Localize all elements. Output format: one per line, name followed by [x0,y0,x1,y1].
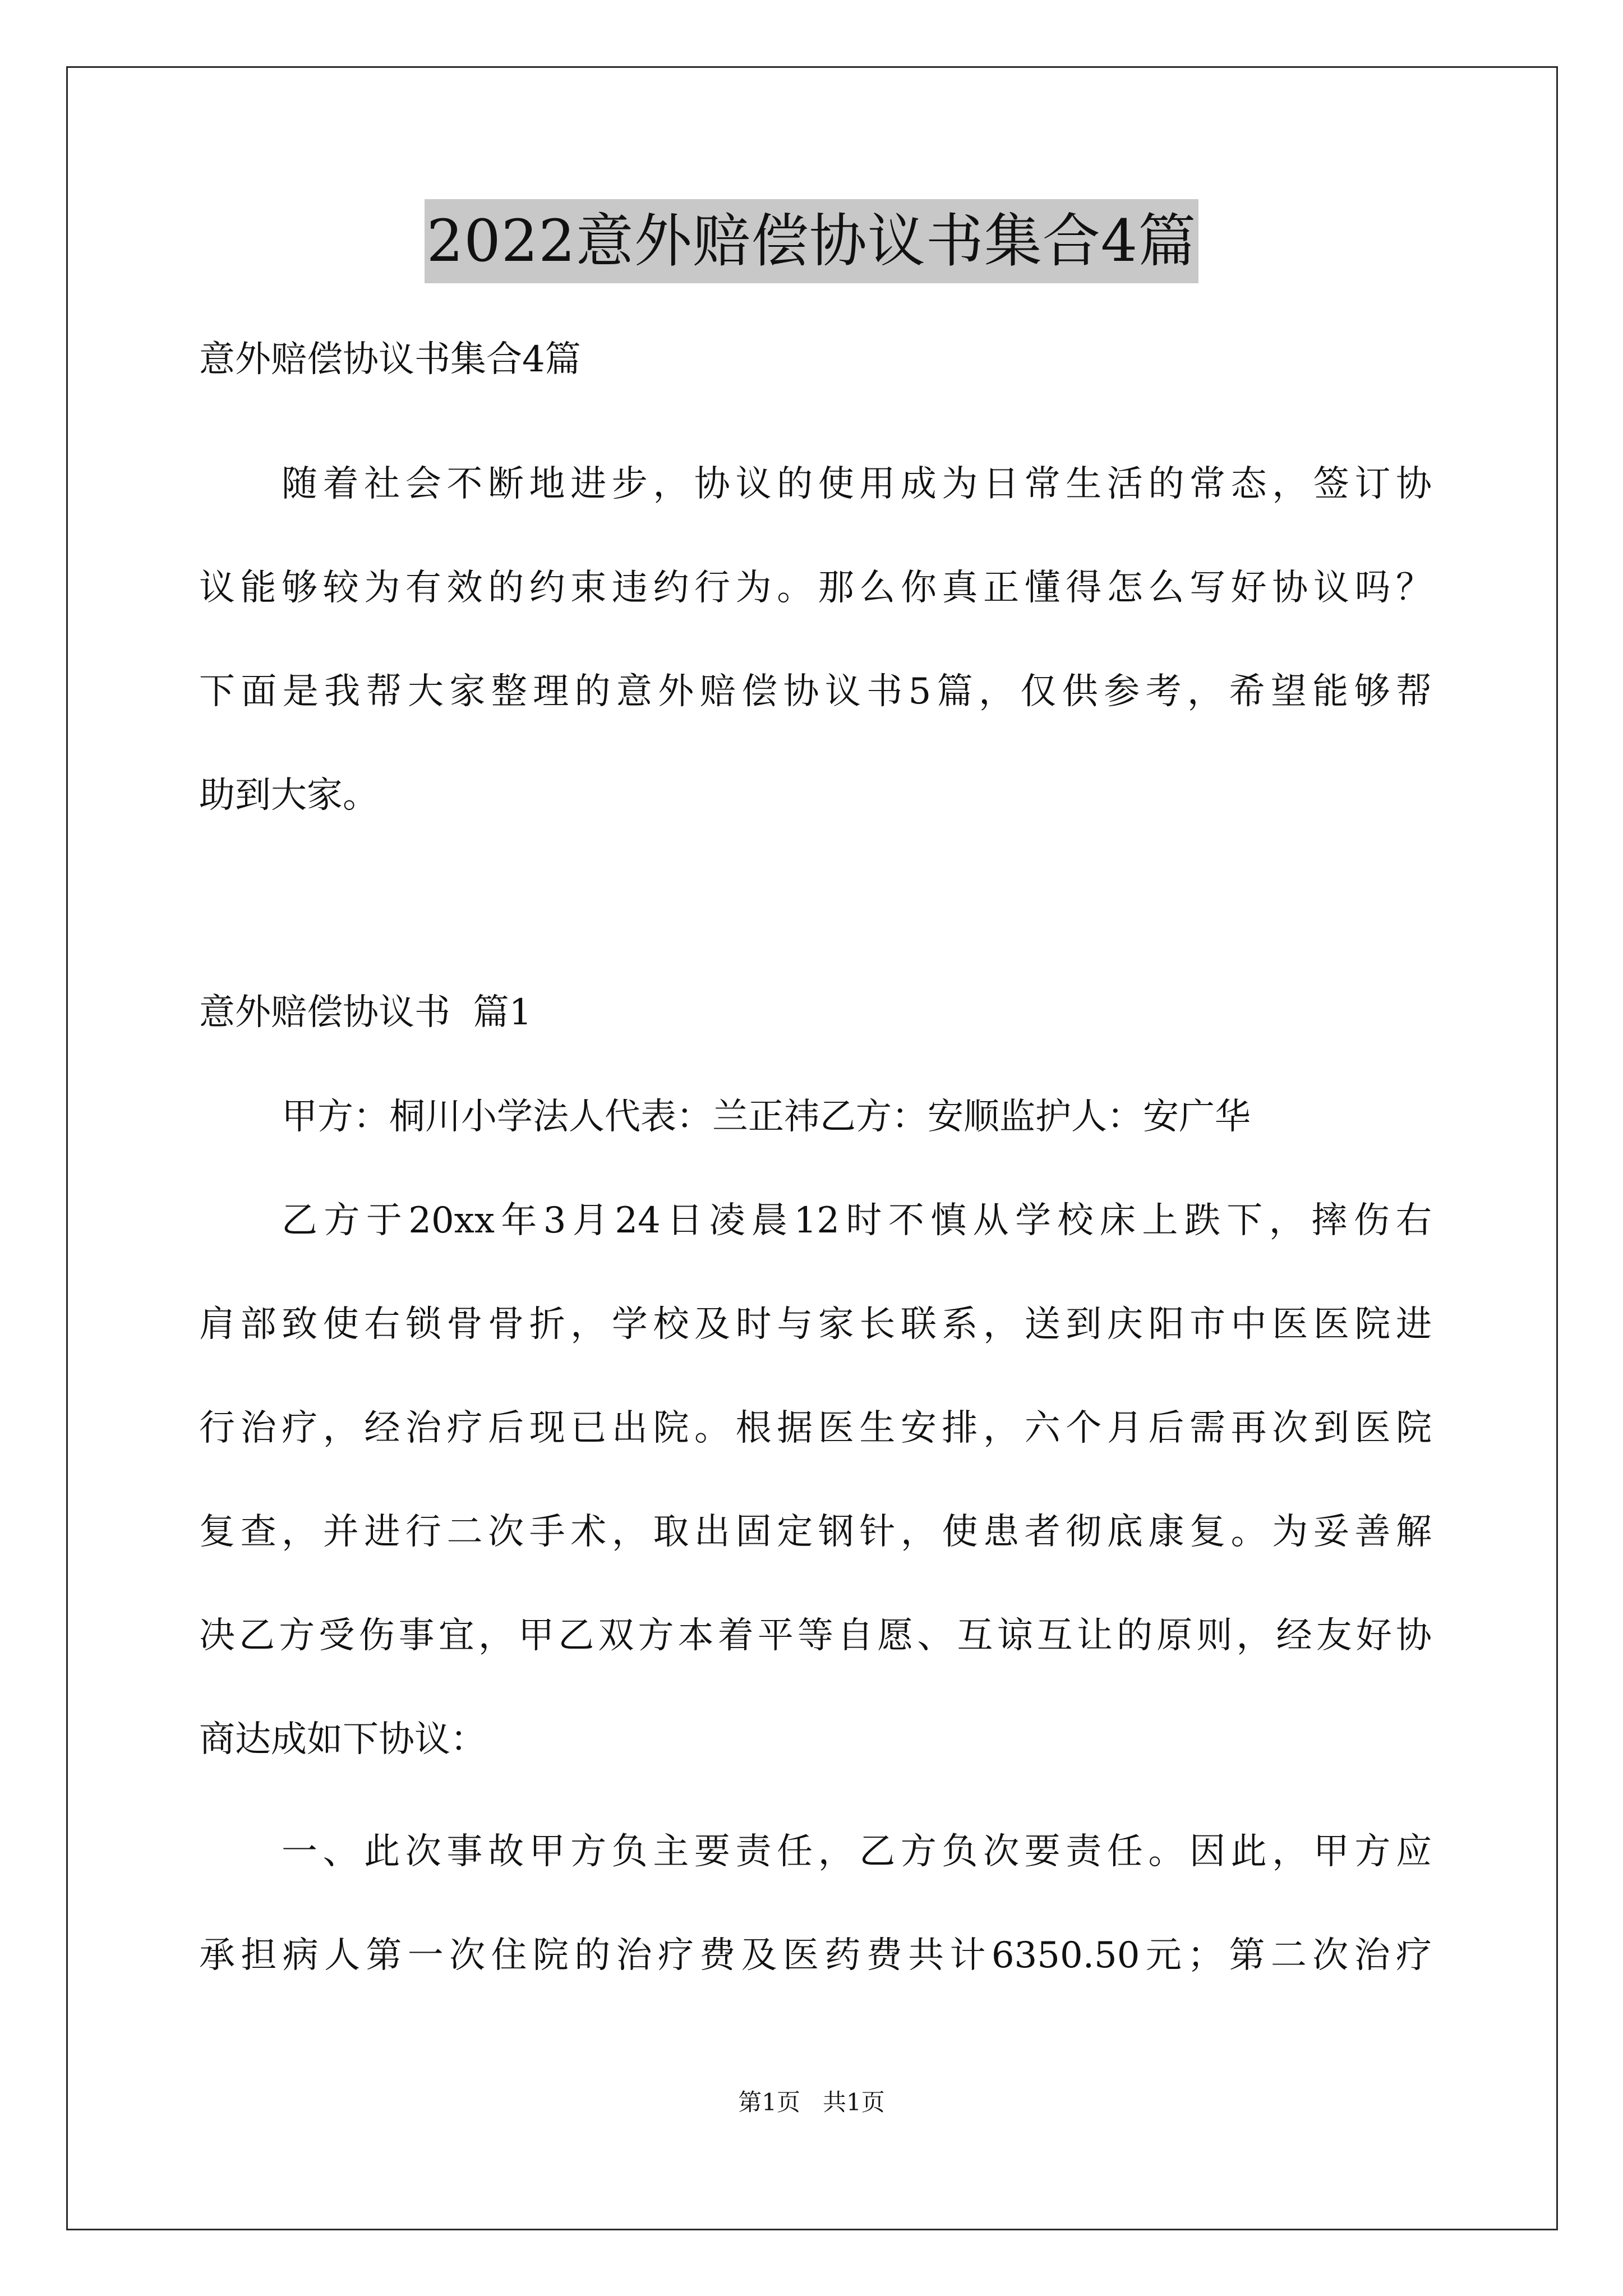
intro-line-3: 下面是我帮大家整理的意外赔偿协议书5篇，仅供参考，希望能够帮 [199,671,1432,712]
body-line-6: 商达成如下协议： [199,1719,486,1760]
body-line-1: 乙方于20xx年3月24日凌晨12时不慎从学校床上跌下，摔伤右 [282,1200,1432,1241]
clause-line-1: 一、此次事故甲方负主要责任，乙方负次要责任。因此，甲方应 [282,1831,1432,1872]
title-container [0,199,1623,283]
clause-line-2: 承担病人第一次住院的治疗费及医药费共计6350.50元；第二次治疗 [199,1935,1432,1976]
document-title: 2022意外赔偿协议书集合4篇 [425,199,1199,283]
body-line-3: 行治疗，经治疗后现已出院。根据医生安排，六个月后需再次到医院 [199,1407,1432,1449]
page-footer: 第1页 共1页 [738,2088,885,2116]
document-subtitle: 意外赔偿协议书集合4篇 [199,339,581,380]
intro-line-4: 助到大家。 [199,775,379,816]
page-border [66,66,1558,2230]
body-line-5: 决乙方受伤事宜，甲乙双方本着平等自愿、互谅互让的原则，经友好协 [199,1615,1432,1657]
intro-line-2: 议能够较为有效的约束违约行为。那么你真正懂得怎么写好协议吗？ [199,567,1432,609]
intro-line-1: 随着社会不断地进步，协议的使用成为日常生活的常态，签订协 [282,463,1432,505]
body-line-2: 肩部致使右锁骨骨折，学校及时与家长联系，送到庆阳市中医医院进 [199,1304,1432,1345]
section-heading: 意外赔偿协议书 篇1 [199,992,532,1033]
body-line-4: 复查，并进行二次手术，取出固定钢针，使患者彻底康复。为妥善解 [199,1511,1432,1553]
parties-line: 甲方：桐川小学法人代表：兰正祎乙方：安顺监护人：安广华 [282,1096,1251,1138]
